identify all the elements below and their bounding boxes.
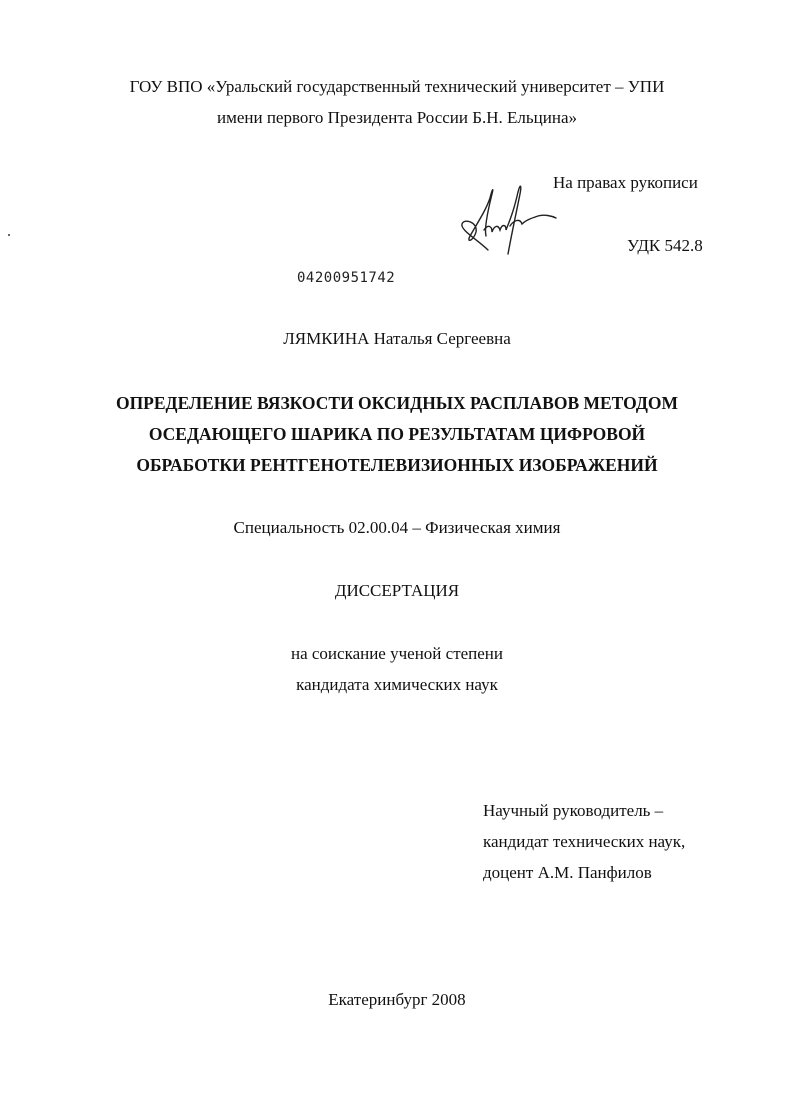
scan-speck xyxy=(8,234,10,236)
signature-icon xyxy=(448,180,563,260)
institution-line-2: имени первого Президента России Б.Н. Ельцина» xyxy=(216,108,577,127)
supervisor-line-2: кандидат технических наук, xyxy=(483,832,686,851)
supervisor-line-1: Научный руководитель – xyxy=(483,801,664,820)
city-year: Екатеринбург 2008 xyxy=(328,990,466,1009)
rights-note: На правах рукописи xyxy=(553,173,698,192)
title-line-2: ОСЕДАЮЩЕГО ШАРИКА ПО РЕЗУЛЬТАТАМ ЦИФРОВОЙ xyxy=(148,424,646,444)
author-name: ЛЯМКИНА Наталья Сергеевна xyxy=(283,329,511,348)
degree-line-1: на соискание ученой степени xyxy=(290,644,504,663)
udc-code: УДК 542.8 xyxy=(627,236,703,255)
degree-line-2: кандидата химических наук xyxy=(296,675,498,694)
title-line-3: ОБРАБОТКИ РЕНТГЕНОТЕЛЕВИЗИОННЫХ ИЗОБРАЖЕНИЙ xyxy=(136,455,658,475)
title-line-1: ОПРЕДЕЛЕНИЕ ВЯЗКОСТИ ОКСИДНЫХ РАСПЛАВОВ МЕТОДОМ xyxy=(115,393,679,413)
supervisor-line-3: доцент А.М. Панфилов xyxy=(483,863,652,882)
document-type: ДИССЕРТАЦИЯ xyxy=(334,581,460,600)
registration-number: 04200951742 xyxy=(297,270,396,286)
institution-line-1: ГОУ ВПО «Уральский государственный технический университет – УПИ xyxy=(129,77,665,96)
specialty: Специальность 02.00.04 – Физическая химия xyxy=(233,518,561,537)
